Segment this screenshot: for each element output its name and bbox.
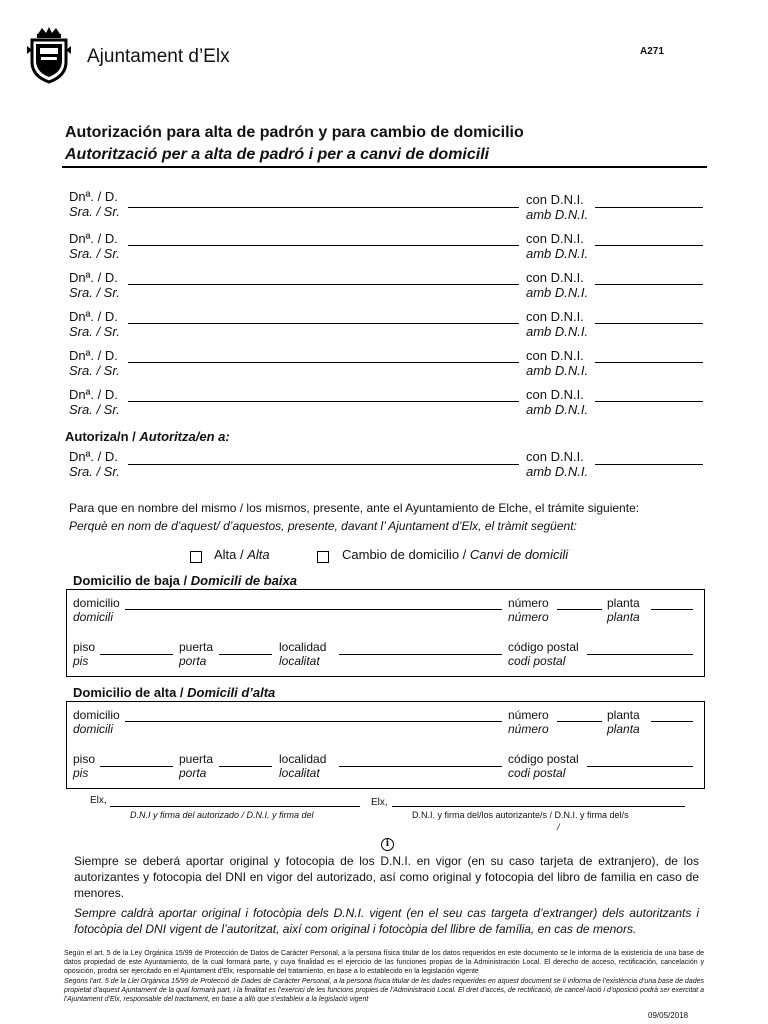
numero-label: número número — [508, 596, 549, 624]
legal-date: 09/05/2018 — [648, 1011, 689, 1020]
domicilio-label: domicilio domicili — [73, 708, 120, 736]
cp-field[interactable] — [587, 654, 693, 655]
alta-checkbox[interactable] — [190, 551, 202, 563]
domicilio-field[interactable] — [125, 609, 502, 610]
form-code: A271 — [640, 46, 664, 57]
planta-field[interactable] — [651, 609, 693, 610]
piso-label: piso pis — [73, 640, 96, 668]
puerta-label: puerta porta — [179, 640, 214, 668]
org-name: Ajuntament d’Elx — [87, 46, 230, 67]
autoriza-heading: Autoriza/n / Autoritza/en a: — [65, 429, 230, 444]
purpose-es: Para que en nombre del mismo / los mismos, presente, ante el Ayuntamiento de Elche, el trámite siguiente: — [69, 501, 640, 515]
person-dni-label: con D.N.I. amb D.N.I. — [526, 192, 589, 222]
puerta-field[interactable] — [219, 766, 272, 767]
alta-option-label: Alta / Alta — [214, 547, 270, 562]
person-dni-field[interactable] — [595, 207, 703, 208]
person-dni-field[interactable] — [595, 323, 703, 324]
person-dni-field[interactable] — [595, 284, 703, 285]
alta-heading: Domicilio de alta / Domicili d’alta — [73, 685, 276, 700]
person-name-field[interactable] — [128, 401, 519, 402]
piso-label: piso pis — [73, 752, 96, 780]
person-name-label: Dnª. / D. Sra. / Sr. — [69, 309, 120, 339]
cp-label: código postal codi postal — [508, 752, 579, 780]
authorized-dni-label: con D.N.I. amb D.N.I. — [526, 449, 589, 479]
authorized-name-label: Dnª. / D. Sra. / Sr. — [69, 449, 120, 479]
person-dni-label: con D.N.I. amb D.N.I. — [526, 231, 589, 261]
title-es: Autorización para alta de padrón y para cambio de domicilio — [65, 124, 524, 141]
localidad-field[interactable] — [339, 654, 502, 655]
puerta-label: puerta porta — [179, 752, 214, 780]
person-name-field[interactable] — [128, 362, 519, 363]
person-dni-label: con D.N.I. amb D.N.I. — [526, 270, 589, 300]
person-dni-field[interactable] — [595, 245, 703, 246]
note-ca: Sempre caldrà aportar original i fotocòpia dels D.N.I. vigent (en el seu cas targeta d’extranger) dels autoritzants i fotocòpia del DNI vigent de l’autoritzat, així com original i fotocòpia del llibre de família, en cas de menors. — [74, 906, 699, 936]
localidad-field[interactable] — [339, 766, 502, 767]
puerta-field[interactable] — [219, 654, 272, 655]
person-dni-label: con D.N.I. amb D.N.I. — [526, 309, 589, 339]
signature-place-left: Elx, — [90, 795, 107, 806]
coat-of-arms-logo — [26, 26, 72, 84]
person-name-label: Dnª. / D. Sra. / Sr. — [69, 348, 120, 378]
person-dni-field[interactable] — [595, 362, 703, 363]
person-name-label: Dnª. / D. Sra. / Sr. — [69, 387, 120, 417]
planta-label: planta planta — [607, 708, 640, 736]
legal-es: Según el art. 5 de la Ley Orgánica 15/99 de Protección de Datos de Carácter Personal, a la persona física titular de los datos requeridos en este documento se le informa de la existencia de una base de datos propiedad de este Ayuntamiento, de la cual formará parte, y cuya finalidad es el ejercicio de las funciones propias de la Administración Local. El derecho de acceso, rectificación, cancelación y oposición, prodrá ser ejercitado en el Ajuntament d’Elx, responsable del tratamiento, en base a lo establecido en la legislación vigente — [64, 950, 704, 975]
person-name-label: Dnª. / D. Sra. / Sr. — [69, 270, 120, 300]
signature-field-right[interactable] — [392, 806, 685, 807]
title-rule — [62, 166, 707, 168]
signature-caption-right: D.N.I. y firma del/los autorizante/s / D.N.I. y firma del/s — [412, 810, 629, 820]
localidad-label: localidad localitat — [279, 640, 327, 668]
person-dni-label: con D.N.I. amb D.N.I. — [526, 387, 589, 417]
person-dni-label: con D.N.I. amb D.N.I. — [526, 348, 589, 378]
baja-heading: Domicilio de baja / Domicili de baixa — [73, 573, 297, 588]
note-es: Siempre se deberá aportar original y fotocopia de los D.N.I. en vigor (en su caso tarjeta de extranjero), de los autorizantes y fotocopia del DNI en vigor del autorizado, así como original y fotocopia del libro de familia en caso de menores. — [74, 854, 699, 900]
domicilio-label: domicilio domicili — [73, 596, 120, 624]
localidad-label: localidad localitat — [279, 752, 327, 780]
person-name-field[interactable] — [128, 284, 519, 285]
cambio-checkbox[interactable] — [317, 551, 329, 563]
signature-caption-left: D.N.I y firma del autorizado / D.N.I. y firma del — [130, 810, 314, 820]
person-name-field[interactable] — [128, 245, 519, 246]
person-name-field[interactable] — [128, 207, 519, 208]
legal-footer — [64, 949, 704, 1004]
signature-caption-right-cont: / — [557, 822, 560, 832]
piso-field[interactable] — [100, 654, 173, 655]
numero-field[interactable] — [557, 609, 602, 610]
person-name-label: Dnª. / D. Sra. / Sr. — [69, 231, 120, 261]
person-name-field[interactable] — [128, 323, 519, 324]
piso-field[interactable] — [100, 766, 173, 767]
numero-label: número número — [508, 708, 549, 736]
authorized-dni-field[interactable] — [595, 464, 703, 465]
planta-field[interactable] — [651, 721, 693, 722]
cp-field[interactable] — [587, 766, 693, 767]
authorized-name-field[interactable] — [128, 464, 519, 465]
numero-field[interactable] — [557, 721, 602, 722]
person-dni-field[interactable] — [595, 401, 703, 402]
alta-box — [66, 701, 705, 789]
purpose-ca: Perquè en nom de d’aquest/ d’aquestos, presente, davant l’ Ajuntament d’Elx, el tràmit següent: — [69, 519, 577, 533]
cp-label: código postal codi postal — [508, 640, 579, 668]
person-name-label: Dnª. / D. Sra. / Sr. — [69, 189, 120, 219]
planta-label: planta planta — [607, 596, 640, 624]
signature-field-left[interactable] — [110, 806, 360, 807]
info-icon: i — [381, 838, 394, 851]
cambio-option-label: Cambio de domicilio / Canvi de domicili — [342, 547, 569, 562]
baja-box — [66, 589, 705, 677]
legal-ca: Segons l’art. 5 de la Llei Orgànica 15/99 de Protecció de Dades de Caràcter Personal, a la persona física titular de les dades requerides en aquest document se li informa de l’existència d’una base de dades propietat d’aquest Ajuntament de la qual formarà part, i la finalitat es l’exercici de les funcions propies de l’Administració Local. El dret d’accés, de rectificació, de cancel·lació i d’oposició podrà ser exercitat a l’Ajuntament d’Elx, responsable del tractament, en base a allò que s’estableix a la legislació vigent — [64, 978, 704, 1003]
signature-place-right: Elx, — [371, 797, 388, 808]
title-ca: Autorització per a alta de padró i per a canvi de domicili — [65, 146, 490, 163]
domicilio-field[interactable] — [125, 721, 502, 722]
